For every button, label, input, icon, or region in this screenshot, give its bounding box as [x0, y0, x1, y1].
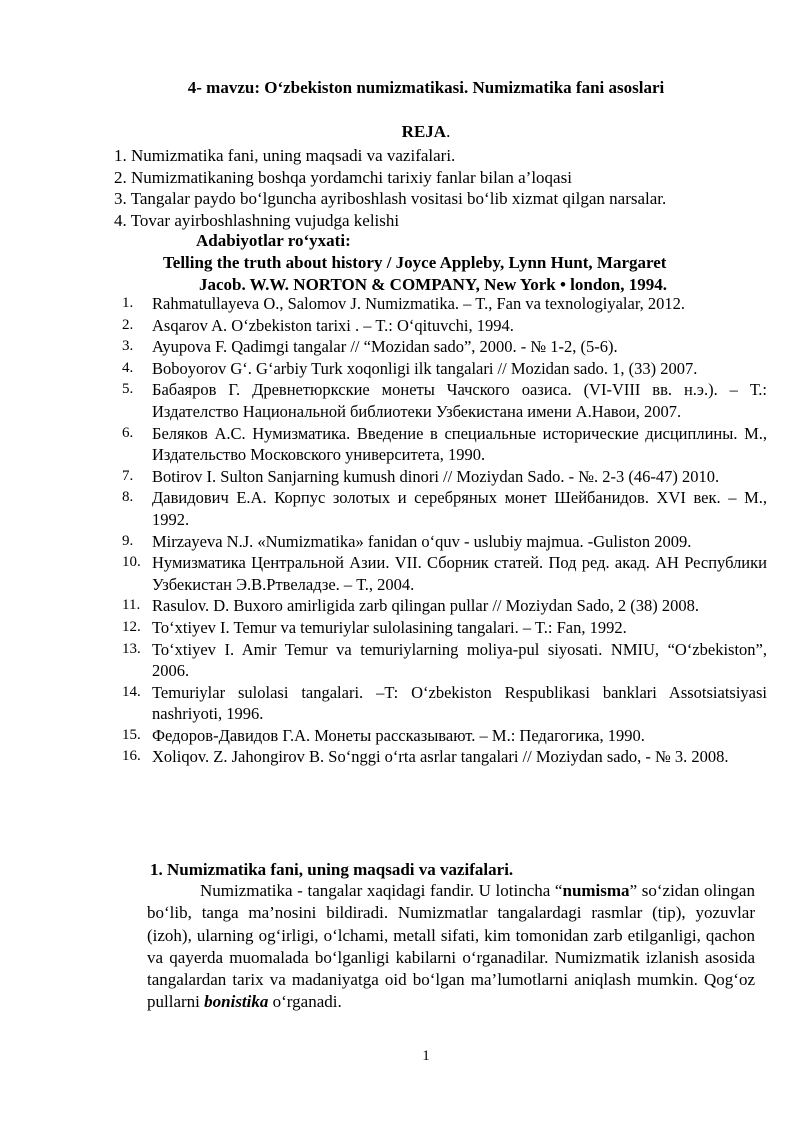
reference-number: 12. [122, 618, 141, 635]
reference-text: Botirov I. Sulton Sanjarning kumush dinori // Moziydan Sado. - №. 2-3 (46-47) 2010. [152, 466, 720, 486]
reference-text: Xoliqov. Z. Jahongirov B. So‘nggi o‘rta asrlar tangalari // Moziydan sado, - № 3. 2008. [152, 747, 729, 767]
reference-item [122, 639, 767, 682]
reference-number: 16. [122, 748, 141, 765]
plan-heading-word: REJA [401, 122, 447, 141]
reference-text: Бабаяров Г. Древнетюркские монеты Чачского оазиса. (VI-VIII вв. н.э.). – Т.: Издателство Национальной библиотеки Узбекистана имени А.Навои, 2007. [152, 380, 767, 421]
plan-heading [0, 122, 800, 142]
reference-number: 10. [122, 554, 141, 571]
featured-book-line2: Jacob. W.W. NORTON & COMPANY, New York • london, 1994. [198, 274, 668, 294]
reference-item [122, 617, 767, 639]
reference-item [122, 336, 767, 358]
term-bonistika: bonistika [204, 992, 269, 1012]
reference-item [122, 358, 767, 380]
page-number: 1 [422, 1048, 430, 1064]
reference-text: To‘xtiyev I. Amir Temur va temuriylarning moliya-pul siyosati. NMIU, “O‘zbekiston”, 2006. [152, 639, 767, 681]
reference-item [122, 682, 767, 725]
reference-text: Rahmatullayeva O., Salomov J. Numizmatika. – T., Fan va texnologiyalar, 2012. [152, 294, 686, 313]
reference-text: Давидович Е.А. Корпус золотых и серебряных монет Шейбанидов. XVI век. – М., 1992. [152, 488, 767, 529]
reference-text: Нумизматика Центральной Азии. VII. Сборник статей. Под ред. акад. АН Республики Узбекистан Э.В.Ртвеладзе. – Т., 2004. [152, 553, 767, 594]
reference-number: 8. [122, 489, 134, 506]
reference-text: Asqarov A. O‘zbekiston tarixi . – T.: O‘qituvchi, 1994. [152, 315, 514, 335]
reference-item [122, 746, 767, 768]
reference-text: Федоров-Давидов Г.А. Монеты рассказывают. – М.: Педагогика, 1990. [152, 725, 645, 745]
reference-number: 2. [122, 316, 134, 333]
reference-item [122, 466, 767, 488]
reference-item [122, 552, 767, 595]
reference-number: 13. [122, 640, 141, 657]
reference-text: Mirzayeva N.J. «Numizmatika» fanidan o‘quv - uslubiy majmua. -Guliston 2009. [152, 531, 692, 551]
plan-heading-dot: . [446, 122, 451, 141]
plan-item: 3. Tangalar paydo bo‘lguncha ayriboshlash vositasi bo‘lib xizmat qilgan narsalar. [114, 189, 667, 208]
featured-book-line1: Telling the truth about history / Joyce Appleby, Lynn Hunt, Margaret [163, 253, 667, 272]
reference-text: Беляков А.С. Нумизматика. Введение в специальные исторические дисциплины. М., Издательство Московского университета, 1990. [152, 423, 767, 465]
plan-item: 2. Numizmatikaning boshqa yordamchi tarixiy fanlar bilan a’loqasi [114, 167, 572, 187]
reference-item [122, 725, 767, 747]
paragraph-text: Numizmatika - tangalar xaqidagi fandir. U lotincha “ [200, 881, 563, 900]
reference-number: 9. [122, 532, 134, 549]
plan-item: 4. Tovar ayirboshlashning vujudga kelishi [114, 210, 400, 230]
references-heading: Adabiyotlar ro‘yxati: [196, 231, 351, 250]
reference-item [122, 487, 767, 530]
reference-number: 1. [122, 295, 134, 311]
reference-item [122, 595, 767, 617]
reference-text: Ayupova F. Qadimgi tangalar // “Mozidan sado”, 2000. - № 1-2, (5-6). [152, 337, 618, 357]
reference-item [122, 531, 767, 553]
reference-text: To‘xtiyev I. Temur va temuriylar sulolasining tangalari. – T.: Fan, 1992. [152, 617, 627, 637]
reference-text: Rasulov. D. Buxoro amirligida zarb qilingan pullar // Moziydan Sado, 2 (38) 2008. [152, 596, 700, 616]
plan-list [114, 145, 666, 231]
paragraph-text: ” so‘zidan olingan bo‘lib, tanga ma’nosini bildiradi. Numizmatlar tangalardagi rasmlar (tip), yozuvlar (izoh), ularning og‘irligi, o‘lchami, metall sifati, kim tomonidan zarb etilganligi, qachon va qayerda muomalada bo‘lganligi kabilarni o‘rganadilar. Numizmatik izlanish asosida tangalardan tarix va madaniyatga oid bo‘lgan ma’lumotlarni aniqlash mumkin. Qog‘oz pullarni [147, 881, 755, 1012]
reference-number: 5. [122, 381, 134, 398]
reference-number: 4. [122, 359, 134, 376]
plan-item: 1. Numizmatika fani, uning maqsadi va vazifalari. [114, 146, 456, 165]
reference-number: 6. [122, 424, 134, 441]
reference-item [122, 293, 767, 315]
reference-item [122, 423, 767, 466]
reference-text: Boboyorov G‘. G‘arbiy Turk xoqonligi ilk tangalari // Mozidan sado. 1, (33) 2007. [152, 358, 698, 378]
reference-number: 3. [122, 338, 134, 355]
reference-item [122, 379, 767, 422]
page-title: 4- mavzu: O‘zbekiston numizmatikasi. Numizmatika fani asoslari [187, 78, 665, 97]
reference-number: 14. [122, 683, 141, 700]
featured-book [163, 252, 743, 295]
reference-text: Temuriylar sulolasi tangalari. –T: O‘zbekiston Respublikasi banklari Assotsiatsiyasi nashriyoti, 1996. [152, 682, 767, 724]
paragraph-text: o‘rganadi. [268, 992, 342, 1012]
section-heading: 1. Numizmatika fani, uning maqsadi va vazifalari. [150, 860, 514, 879]
reference-number: 7. [122, 467, 134, 484]
section-paragraph [147, 880, 755, 1014]
term-numisma: numisma [562, 881, 630, 900]
references-list [122, 293, 767, 768]
reference-number: 15. [122, 726, 141, 743]
reference-number: 11. [122, 597, 141, 614]
reference-item [122, 315, 767, 337]
